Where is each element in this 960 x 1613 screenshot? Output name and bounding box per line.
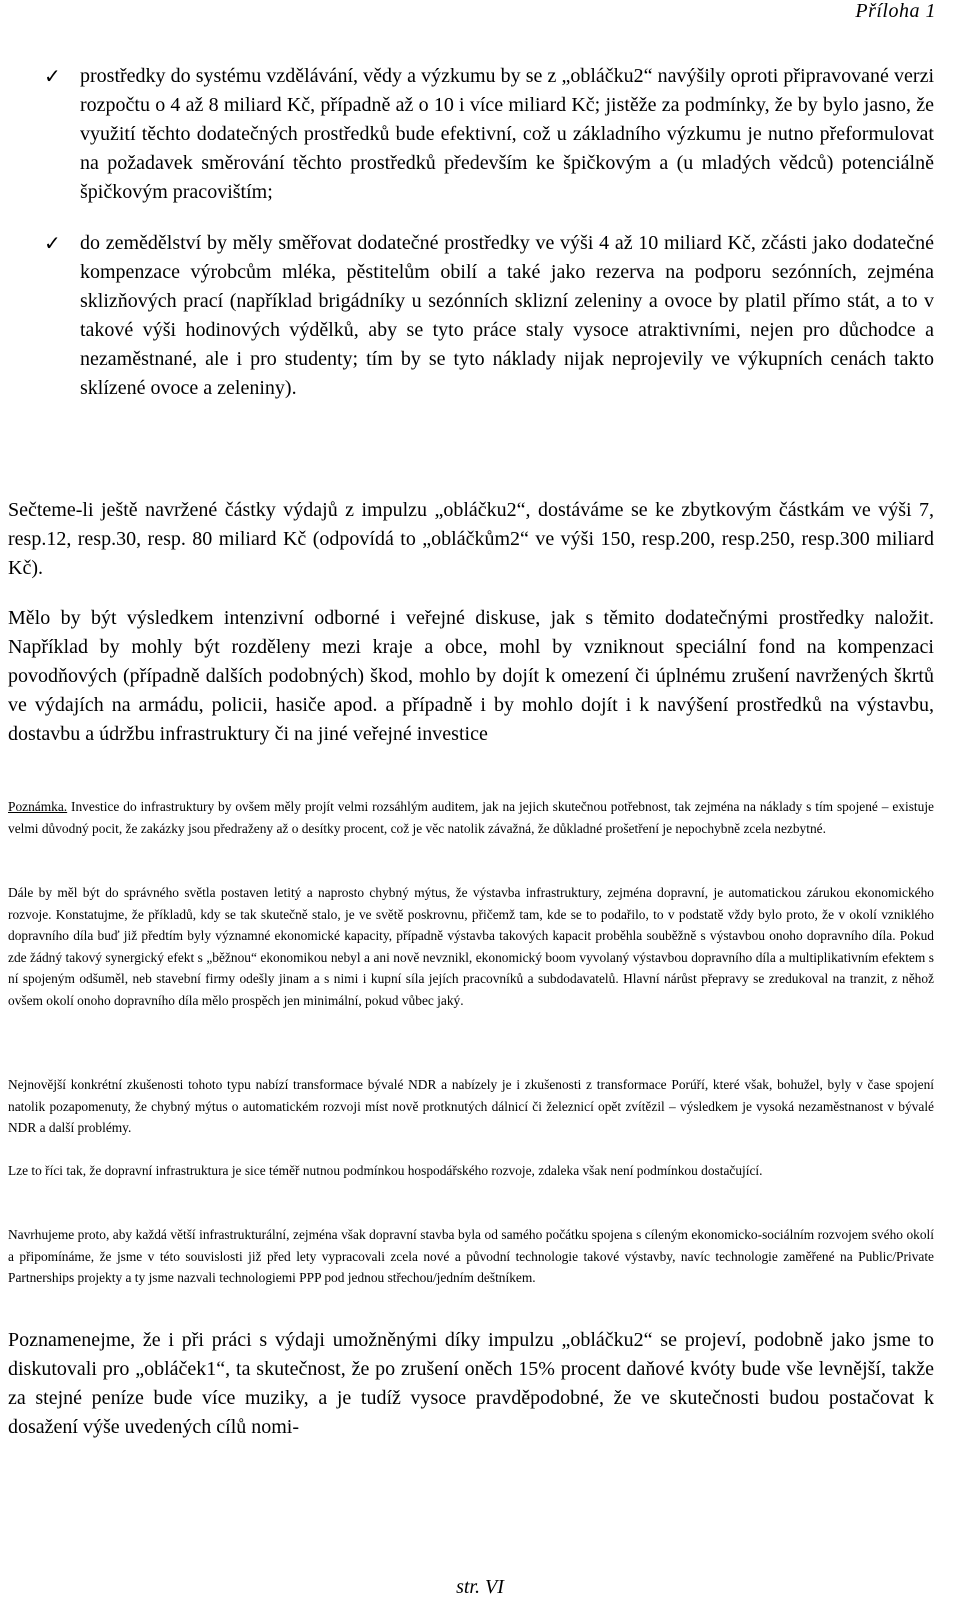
annex-label: Příloha 1 [855, 0, 936, 22]
note-text: Investice do infrastruktury by ovšem měly projít velmi rozsáhlým auditem, jak na jejich skutečnou potřebnost, tak zejména na náklady s tím spojené – existuje velmi důvodný pocit, že zakázky jsou předraženy až o desítky procent, což je věc natolik závažná, že důkladné prošetření je nepochybně zcela nezbytné. [8, 799, 934, 836]
bullet-list [44, 62, 934, 425]
paragraph-proposal: Navrhujeme proto, aby každá větší infrastrukturální, zejména však dopravní stavba byla od samého počátku spojena s cíleným ekonomicko-sociálním rozvojem svého okolí a připomínáme, že jsme v této souvislosti již před lety vypracovali zcela nové a původní technologie takové výstavby, navíc technologie zaměřené na Public/Private Partnerships projekty a ty jsme nazvali technologiemi PPP pod jednou střechou/jedním deštníkem. [8, 1227, 934, 1285]
paragraph-ndr: Nejnovější konkrétní zkušenosti tohoto typu nabízí transformace bývalé NDR a nabízely je i zkušenosti z transformace Porúří, které však, bohužel, byly v čase spojení natolik pozapomenuty, že chybný mýtus o automatickém rozvoji míst nově protknutých dálnicí či železnicí opět zvítězil – výsledkem je vysoká nezaměstnanost v bývalé NDR a další problémy. [8, 1077, 934, 1135]
check-mark-icon: ✓ [44, 231, 61, 255]
page-number: str. VI [456, 1576, 504, 1598]
note-paragraph [8, 796, 934, 839]
bullet-item-education [44, 62, 934, 207]
bullet-item-agriculture [44, 229, 934, 403]
paragraph-myth: Dále by měl být do správného světla postaven letitý a naprosto chybný mýtus, že výstavba infrastruktury, zejména dopravní, je automatickou zárukou ekonomického rozvoje. Konstatujme, že příkladů, kdy se tak skutečně stalo, je ve světě poskrovnu, přičemž tam, kde se to podařilo, to v podstatě vždy bylo proto, že v okolí vzniklého dopravního díla buď již předtím byly významné ekonomické kapacity, případně výstavba takových kapacit proběhla souběžně s výstavbou onoho dopravního díla. Pokud zde žádný takový synergický efekt s „běžnou“ ekonomikou nebyl a ani nově nevznikl, ekonomický boom vyvolaný výstavbou dopravního díla a multiplikativním efektem s ní spojeným odšuměl, neb stavební firmy odešly jinam a s nimi i kupní síla jejích pracovníků a subdodavatelů. Hlavní nárůst přepravy se zredukoval na tranzit, z něhož ovšem okolí onoho dopravního díla mělo prospěch jen minimální, pokud vůbec jaký. [8, 885, 934, 1008]
paragraph-sum: Sečteme-li ještě navržené částky výdajů z impulzu „obláčku2“, dostáváme se ke zbytkovým částkám ve výši 7, resp.12, resp.30, resp. 80 miliard Kč (odpovídá to „obláčkům2“ ve výši 150, resp.200, resp.250, resp.300 miliard Kč). [8, 499, 934, 579]
paragraph-condition: Lze to říci tak, že dopravní infrastruktura je sice téměř nutnou podmínkou hospodářského rozvoje, zdaleka však není podmínkou dostačující. [8, 1163, 763, 1178]
paragraph-closing: Poznamenejme, že i při práci s výdaji umožněnými díky impulzu „obláčku2“ se projeví, podobně jako jsme to diskutovali pro „obláček1“, ta skutečnost, že po zrušení oněch 15% procent daňové kvóty bude vše levnější, takže za stejné peníze bude více muziky, a je tudíž vysoce pravděpodobné, že ve skutečnosti budou postačovat k dosažení výše uvedených cílů nomi- [8, 1329, 934, 1438]
check-mark-icon: ✓ [44, 64, 61, 88]
bullet-text-education: prostředky do systému vzdělávání, vědy a výzkumu by se z „obláčku2“ navýšily oproti připravované verzi rozpočtu o 4 až 8 miliard Kč, případně až o 10 i více miliard Kč; jistěže za podmínky, že by bylo jasno, že využití těchto dodatečných prostředků bude efektivní, což u základního výzkumu je nutno přeformulovat na požadavek směrování těchto prostředků především ke špičkovým a (u mladých vědců) potenciálně špičkovým pracovištím; [80, 65, 934, 203]
paragraph-discussion: Mělo by být výsledkem intenzivní odborné i veřejné diskuse, jak s těmito dodatečnými prostředky naložit. Například by mohly být rozděleny mezi kraje a obce, mohl by vzniknout speciální fond na kompenzaci povodňových (případně dalších podobných) škod, mohlo by dojít k omezení či úplnému zrušení navržených škrtů ve výdajích na armádu, policii, hasiče apod. a případně i by mohlo dojít i k navýšení prostředků na výstavbu, dostavbu a údržbu infrastruktury či na jiné veřejné investice [8, 607, 934, 745]
bullet-text-agriculture: do zemědělství by měly směřovat dodatečné prostředky ve výši 4 až 10 miliard Kč, zčásti jako dodatečné kompenzace výrobcům mléka, pěstitelům obilí a také jako rezerva na podporu sezónních, zejména sklizňových prací (například brigádníky u sezónních sklizní zeleniny a ovoce by platil přímo stát, a to v takové výši hodinových výdělků, aby se tyto práce staly vysoce atraktivními, nejen pro důchodce a nezaměstnané, ale i pro studenty; tím by se tyto náklady nijak neprojevily ve výkupních cenách takto sklízené ovoce a zeleniny). [80, 232, 934, 399]
note-label: Poznámka. [8, 799, 68, 814]
